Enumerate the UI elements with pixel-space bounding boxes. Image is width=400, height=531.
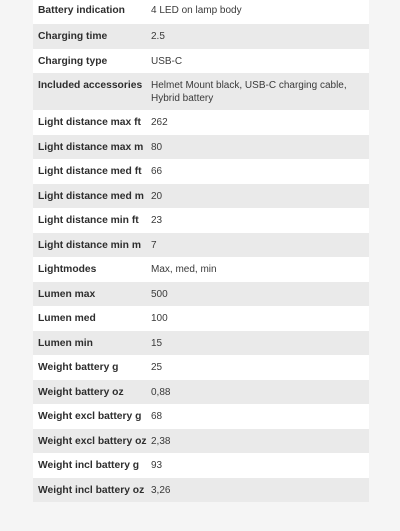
- spec-label: Lumen med: [38, 313, 96, 324]
- spec-label: Charging type: [38, 55, 108, 67]
- spec-row-light-distance-max-m: [33, 135, 369, 160]
- spec-value: 23: [151, 215, 163, 226]
- spec-label: Weight battery oz: [38, 386, 124, 398]
- spec-value: 3,26: [151, 484, 171, 496]
- spec-value: Helmet Mount black, USB-C charging cable, Hybrid battery: [151, 80, 347, 104]
- spec-row-lightmodes: [33, 257, 369, 282]
- spec-label: Battery indication: [38, 5, 125, 16]
- spec-value: USB-C: [151, 55, 183, 67]
- spec-value: Max, med, min: [151, 264, 217, 275]
- spec-value: 20: [151, 190, 163, 202]
- spec-row-included-accessories: [33, 73, 369, 110]
- spec-label: Charging time: [38, 31, 108, 42]
- spec-value: 500: [151, 288, 168, 300]
- spec-row-light-distance-min-m: [33, 233, 369, 258]
- spec-label: Lightmodes: [38, 264, 97, 275]
- spec-value: 2.5: [151, 31, 165, 42]
- spec-label: Light distance min ft: [38, 215, 139, 226]
- spec-value: 2,38: [151, 435, 171, 447]
- spec-row-light-distance-med-ft: [33, 159, 369, 184]
- spec-row-light-distance-med-m: [33, 184, 369, 209]
- spec-value: 262: [151, 117, 168, 128]
- spec-label: Weight incl battery g: [38, 460, 140, 471]
- spec-row-weight-incl-battery-g: [33, 453, 369, 478]
- spec-row-weight-excl-battery-oz: [33, 429, 369, 454]
- spec-table: [33, 0, 369, 502]
- spec-label: Light distance med ft: [38, 166, 142, 177]
- spec-label: Weight excl battery oz: [38, 435, 147, 447]
- spec-row-lumen-min: [33, 331, 369, 356]
- spec-row-light-distance-max-ft: [33, 110, 369, 135]
- spec-label: Light distance med m: [38, 190, 144, 202]
- spec-value: 68: [151, 411, 163, 422]
- spec-label: Lumen min: [38, 337, 93, 349]
- spec-row-weight-excl-battery-g: [33, 404, 369, 429]
- spec-label: Included accessories: [38, 80, 143, 91]
- spec-label: Light distance max m: [38, 141, 144, 153]
- spec-label: Light distance min m: [38, 239, 141, 251]
- spec-row-charging-time: [33, 24, 369, 49]
- spec-label: Lumen max: [38, 288, 96, 300]
- spec-row-lumen-max: [33, 282, 369, 307]
- spec-label: Light distance max ft: [38, 117, 141, 128]
- spec-value: 15: [151, 337, 163, 349]
- spec-value: 66: [151, 166, 163, 177]
- spec-row-weight-incl-battery-oz: [33, 478, 369, 503]
- spec-label: Weight excl battery g: [38, 411, 142, 422]
- spec-row-weight-battery-g: [33, 355, 369, 380]
- spec-value: 4 LED on lamp body: [151, 5, 242, 16]
- spec-value: 100: [151, 313, 168, 324]
- spec-row-battery-indication: [33, 0, 369, 24]
- spec-label: Weight battery g: [38, 362, 119, 373]
- spec-row-light-distance-min-ft: [33, 208, 369, 233]
- spec-label: Weight incl battery oz: [38, 484, 145, 496]
- spec-value: 93: [151, 460, 163, 471]
- spec-value: 80: [151, 141, 163, 153]
- spec-value: 7: [151, 239, 157, 251]
- spec-row-charging-type: [33, 49, 369, 74]
- spec-row-lumen-med: [33, 306, 369, 331]
- spec-value: 25: [151, 362, 163, 373]
- spec-value: 0,88: [151, 386, 171, 398]
- spec-row-weight-battery-oz: [33, 380, 369, 405]
